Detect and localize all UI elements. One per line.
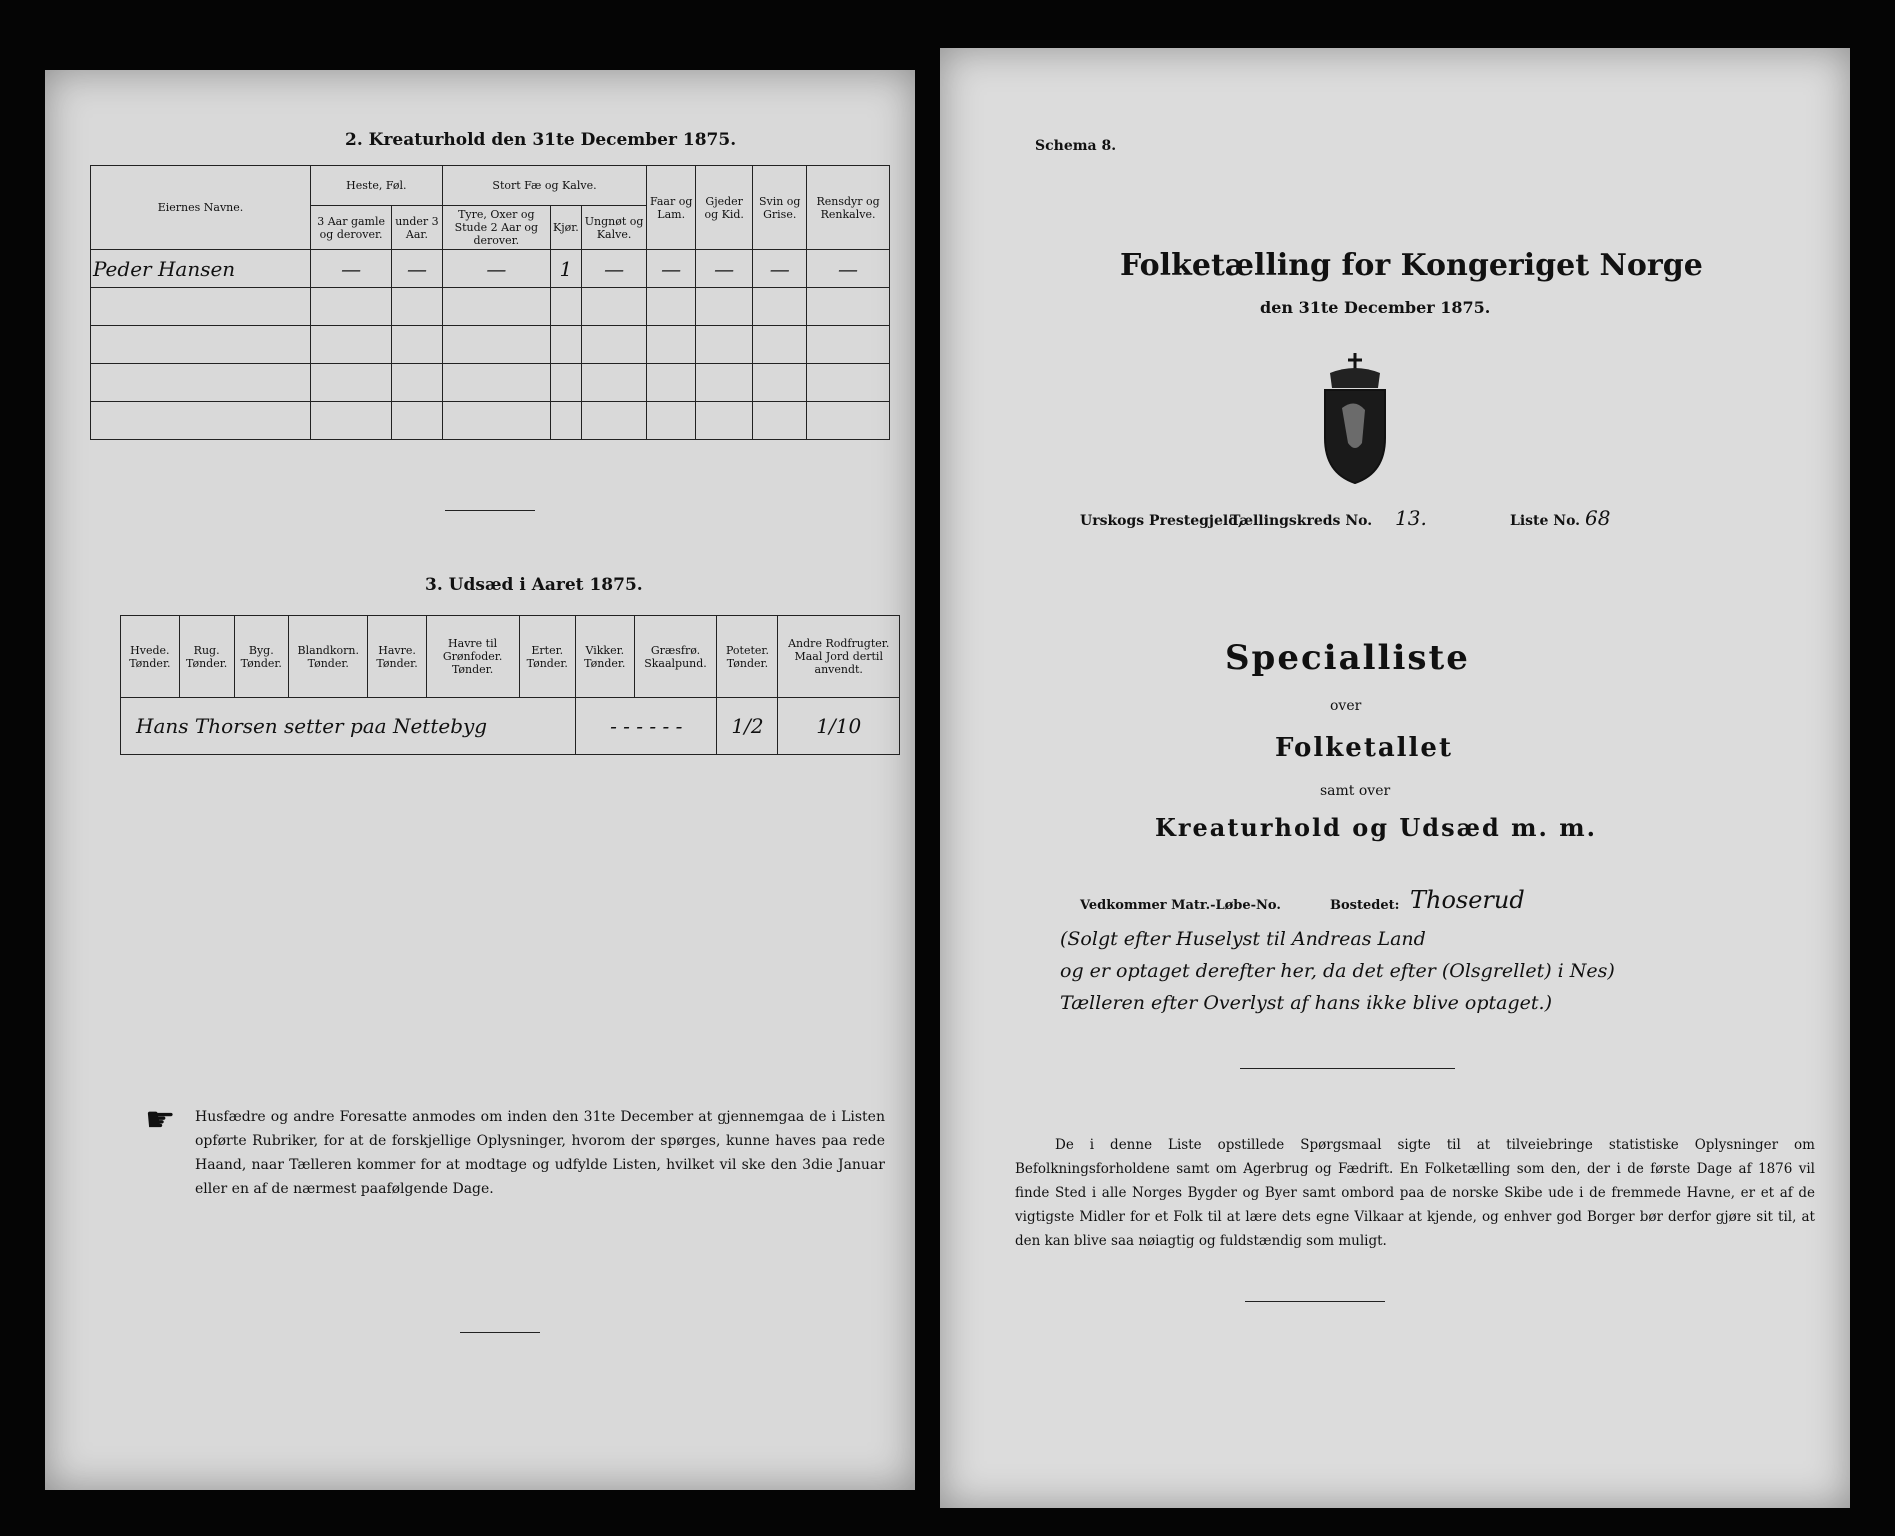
divider (1245, 1301, 1385, 1302)
owner-name: Peder Hansen (91, 250, 311, 288)
andre-value: 1/10 (778, 698, 900, 755)
folketallet-label: Folketallet (1275, 733, 1453, 763)
table-cell: — (753, 250, 807, 288)
specialliste-title: Specialliste (1225, 638, 1470, 678)
table-row (121, 698, 900, 755)
kreaturhold-table (90, 165, 890, 440)
faar-header: Faar og Lam. (647, 166, 696, 250)
udsaed-header: Havre. Tønder. (368, 616, 426, 698)
divider (1240, 1068, 1455, 1069)
table-row (91, 288, 890, 326)
handwritten-note-line: (Solgt efter Huselyst til Andreas Land (1060, 928, 1426, 950)
dashes: - - - - - - (576, 698, 717, 755)
udsaed-header: Havre til Grønfoder. Tønder. (426, 616, 519, 698)
schema-label: Schema 8. (1035, 138, 1117, 154)
table-cell: — (581, 250, 647, 288)
stort-fae-header: Stort Fæ og Kalve. (442, 166, 647, 206)
divider (445, 510, 535, 511)
section2-title: 2. Kreaturhold den 31te December 1875. (345, 130, 737, 150)
section3-title: 3. Udsæd i Aaret 1875. (425, 575, 643, 595)
table-row (91, 402, 890, 440)
over-label: over (1330, 698, 1362, 714)
sub-header: 3 Aar gamle og derover. (311, 206, 392, 250)
sub-header: under 3 Aar. (392, 206, 442, 250)
sub-header: Tyre, Oxer og Stude 2 Aar og derover. (442, 206, 550, 250)
explanation-paragraph: De i denne Liste opstillede Spørgsmaal sigte til at tilveiebringe statistiske Oplysninger om Befolkningsforholdene samt om Agerbrug og Fædrift. En Folketælling som den, der i de første Dage af 1876 vil finde Sted i alle Norges Bygder og Byer samt ombord paa de norske Skibe ude i de fremmede Havne, er et af de vigtigste Midler for et Folk til at lære dets egne Vilkaar at kjende, og enhver god Borger bør derfor gjøre sit til, at den kan blive saa nøiagtig og fuldstændig som muligt. (1015, 1137, 1815, 1249)
prestegjeld-label: Urskogs Prestegjeld, (1080, 513, 1243, 529)
tellingskreds-value: 13. (1395, 506, 1427, 530)
bostedet-value: Thoserud (1410, 886, 1525, 914)
document-date: den 31te December 1875. (1260, 298, 1491, 317)
udsaed-header: Rug. Tønder. (179, 616, 234, 698)
udsaed-header: Vikker. Tønder. (576, 616, 635, 698)
udsaed-header: Græsfrø. Skaalpund. (634, 616, 717, 698)
coat-of-arms-icon (1310, 348, 1400, 488)
kreaturhold-label: Kreaturhold og Udsæd m. m. (1155, 813, 1597, 842)
liste-label: Liste No. (1510, 513, 1581, 529)
document-title: Folketælling for Kongeriget Norge (1120, 248, 1703, 283)
sub-header: Kjør. (550, 206, 581, 250)
table-cell: — (807, 250, 890, 288)
bostedet-label: Bostedet: (1330, 898, 1400, 913)
udsaed-header: Erter. Tønder. (519, 616, 576, 698)
udsaed-header: Hvede. Tønder. (121, 616, 180, 698)
gjeder-header: Gjeder og Kid. (696, 166, 753, 250)
matr-label: Vedkommer Matr.-Løbe-No. (1080, 898, 1281, 913)
table-cell: — (392, 250, 442, 288)
pointing-hand-icon: ☛ (145, 1100, 176, 1140)
handwritten-note-line: Tælleren efter Overlyst af hans ikke blive optaget.) (1060, 992, 1552, 1014)
udsaed-table (120, 615, 900, 755)
notice-text: Husfædre og andre Foresatte anmodes om inden den 31te December at gjennemgaa de i Listen opførte Rubriker, for at de forskjellige Oplysninger, hvorom der spørges, kunne haves paa rede Haand, naar Tælleren kommer for at modtage og udfylde Listen, hvilket vil ske den 3die Januar eller en af de nærmest paafølgende Dage. (195, 1109, 885, 1197)
tellingskreds-label: Tællingskreds No. (1230, 513, 1373, 529)
udsaed-header: Poteter. Tønder. (717, 616, 778, 698)
samt-over-label: samt over (1320, 783, 1391, 799)
left-page (45, 70, 915, 1490)
heste-header: Heste, Føl. (311, 166, 443, 206)
table-row (91, 326, 890, 364)
svin-header: Svin og Grise. (753, 166, 807, 250)
poteter-value: 1/2 (717, 698, 778, 755)
table-cell: — (311, 250, 392, 288)
udsaed-header: Blandkorn. Tønder. (289, 616, 368, 698)
table-row (91, 364, 890, 402)
udsaed-header: Andre Rodfrugter. Maal Jord dertil anvendt. (778, 616, 900, 698)
sub-header: Ungnøt og Kalve. (581, 206, 647, 250)
udsaed-header: Byg. Tønder. (234, 616, 289, 698)
table-row (91, 250, 890, 288)
liste-value: 68 (1585, 506, 1611, 530)
divider (460, 1332, 540, 1333)
table-cell: — (696, 250, 753, 288)
table-cell: — (442, 250, 550, 288)
handwritten-note-line: og er optaget derefter her, da det efter (Olsgrellet) i Nes) (1060, 960, 1615, 982)
right-page (940, 48, 1850, 1508)
table-cell: — (647, 250, 696, 288)
owner-header: Eiernes Navne. (91, 166, 311, 250)
table-cell: 1 (550, 250, 581, 288)
handwritten-entry: Hans Thorsen setter paa Nettebyg (121, 698, 576, 755)
rensdyr-header: Rensdyr og Renkalve. (807, 166, 890, 250)
